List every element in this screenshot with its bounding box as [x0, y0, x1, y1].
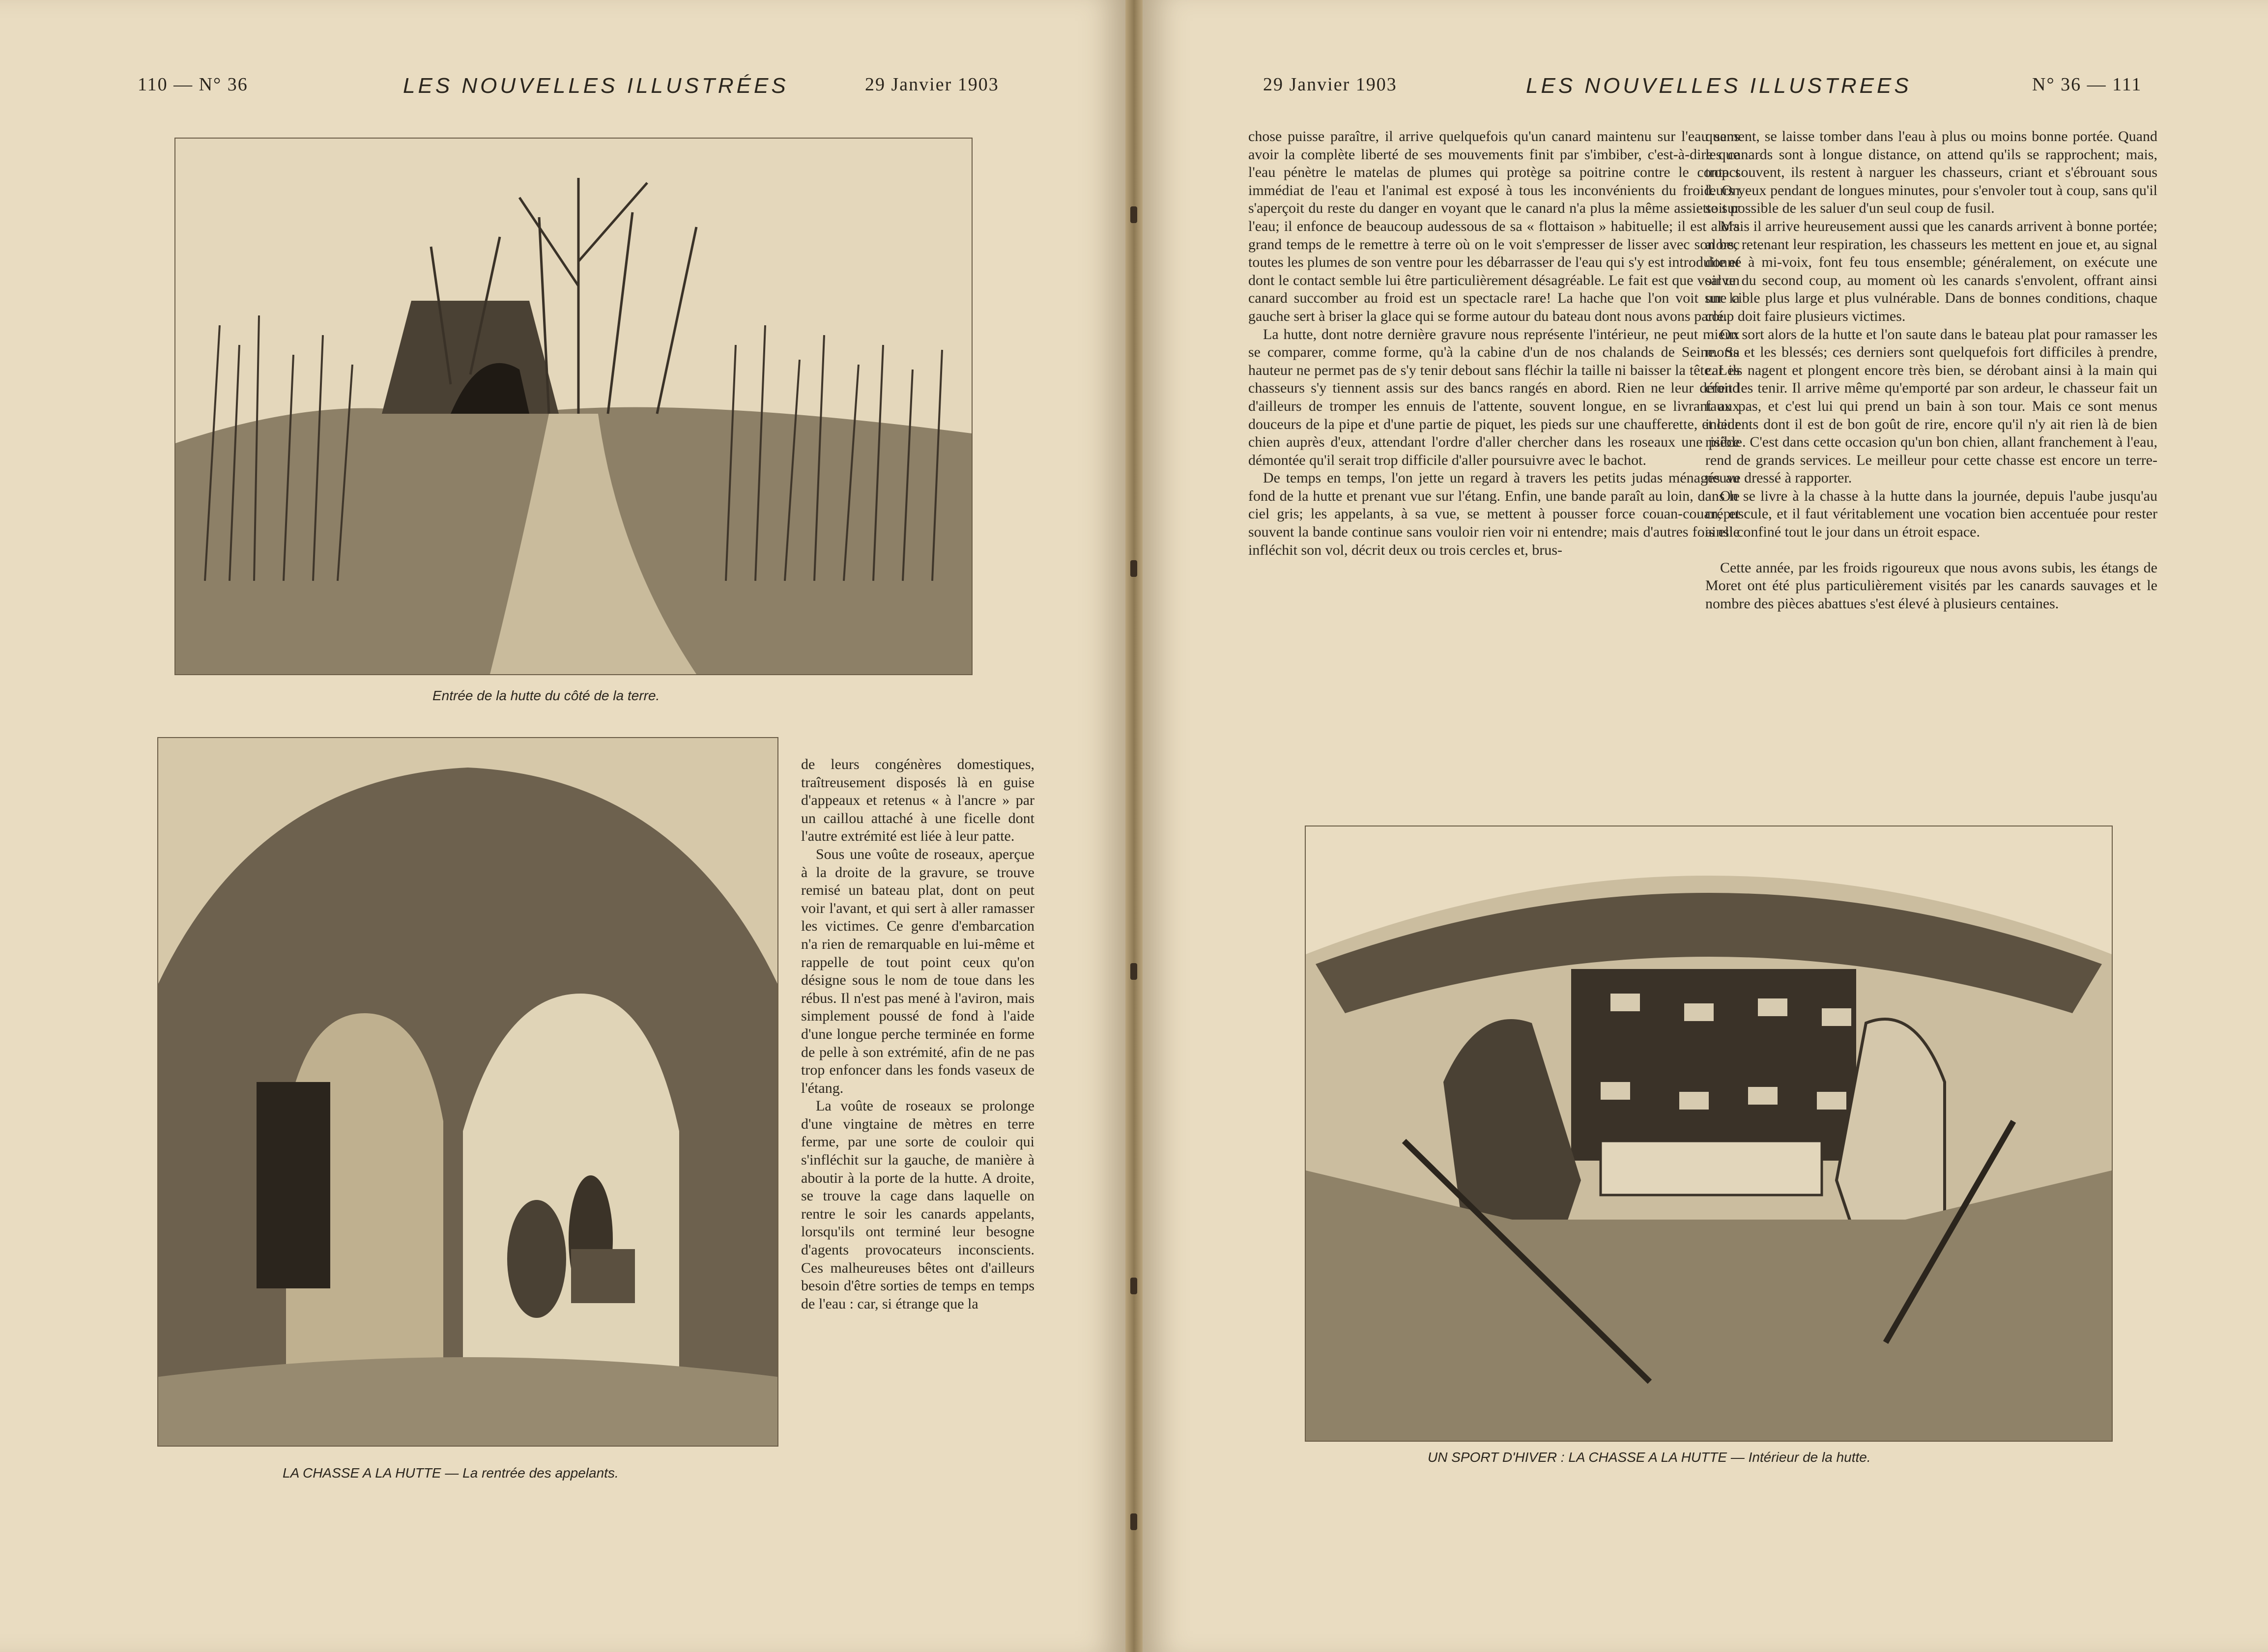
- decoy-return-caption-sub: — La rentrée des appelants.: [445, 1465, 619, 1481]
- left-page: [0, 0, 1125, 1652]
- hut-entrance-engraving: [174, 138, 973, 675]
- hut-interior-caption-main: UN SPORT D'HIVER : LA CHASSE A LA HUTTE: [1428, 1450, 1727, 1465]
- hut-interior-caption: [1428, 1450, 1871, 1465]
- left-date: 29 Janvier 1903: [865, 74, 999, 95]
- right-folio: N° 36 — 111: [2032, 74, 2142, 95]
- hut-interior-drawing: [1306, 826, 2112, 1441]
- decoy-return-drawing: [158, 738, 777, 1446]
- binding-stitch: [1130, 206, 1137, 223]
- binding-stitch: [1130, 963, 1137, 980]
- left-journal-title: LES NOUVELLES ILLUSTRÉES: [403, 74, 789, 98]
- right-col2-paragraph: On sort alors de la hutte et l'on saute dans le bateau plat pour ramasser les morts et les blessés; ces derniers sont quelquefois fort difficiles à prendre, car ils nagent et plongent encore très bien, se dérobant ainsi à la main qui croit les tenir. Il arrive même qu'emporté par son ardeur, le chasseur fait un faux pas, et c'est lui qui prend un bain à son tour. Mais ce sont menus incidents dont il est de bon goût de rire, encore qu'il n'y ait rien là de bien risible. C'est dans cette occasion qu'un bon chien, allant franchement à l'eau, rend de grands services. Le meilleur pour cette chasse est encore un terre-neuve dressé à rapporter.: [1705, 326, 2157, 486]
- binding-stitch: [1130, 1278, 1137, 1294]
- hut-entrance-caption: Entrée de la hutte du côté de la terre.: [432, 688, 660, 703]
- right-journal-title: LES NOUVELLES ILLUSTREES: [1526, 74, 1912, 98]
- decoy-return-caption-main: LA CHASSE A LA HUTTE: [283, 1465, 441, 1481]
- right-col1-paragraph: chose puisse paraître, il arrive quelquefois qu'un canard maintenu sur l'eau sans avoir la complète liberté de ses mouvements finit par s'imbiber, c'est-à-dire que l'eau pénètre le matelas de plumes qui protège sa poitrine contre le contact immédiat de l'eau et l'animal est exposé à tous les inconvénients du froid. On s'aperçoit du reste du danger en voyant que le canard n'a plus la même assiette sur l'eau; il enfonce de beaucoup audessous de sa « flottaison » habituelle; il est alors grand temps de le remettre à terre où on le voit s'empresser de lisser avec son bec toutes les plumes de son ventre pour les débarrasser de l'eau qui s'y est introduite et dont le contact semble lui être particulièrement désagréable. Le fait est que voir un canard succomber au froid est un spectacle rare! La hache que l'on voit sur la gauche sert à briser la glace qui se forme autour du bateau dont nous avons parlé.: [1248, 128, 1740, 324]
- left-paragraph: La voûte de roseaux se prolonge d'une vingtaine de mètres en terre ferme, par une sorte de couloir qui s'infléchit sur la gauche, de manière à aboutir à la porte de la hutte. A droite, se trouve la cage dans laquelle on rentre le soir les canards appelants, lorsqu'ils ont terminé leur besogne d'agents provocateurs inconscients. Ces malheureuses bêtes ont d'ailleurs besoin d'être sorties de temps en temps de l'eau : car, si étrange que la: [801, 1098, 1034, 1312]
- right-col1-paragraph: De temps en temps, l'on jette un regard à travers les petits judas ménagés au fond de la hutte et prenant vue sur l'étang. Enfin, une bande paraît au loin, dans le ciel gris; les appelants, à sa vue, se mettent à pousser force couan-couan, et souvent la bande continue sans vouloir rien voir ni entendre; mais d'autres fois elle infléchit son vol, décrit deux ou trois cercles et, brus-: [1248, 470, 1740, 558]
- right-col2-paragraph: On se livre à la chasse à la hutte dans la journée, depuis l'aube jusqu'au crépuscule, et il faut véritablement une vocation bien accentuée pour rester ainsi confiné tout le jour dans un étroit espace.: [1705, 487, 2157, 541]
- left-text-column: [801, 756, 1034, 1313]
- left-paragraph: Sous une voûte de roseaux, aperçue à la droite de la gravure, se trouve remisé un bateau plat, dont on peut voir l'avant, et qui sert à aller ramasser les victimes. Ce genre d'embarcation n'a rien de remarquable en lui-même et rappelle de tout point ceux qu'on désigne sous le nom de toue dans les rébus. Il n'est pas mené à l'aviron, mais simplement poussé de fond à l'aide d'une longue perche terminée en forme de pelle à son extrémité, afin de ne pas trop enfoncer dans les fonds vaseux de l'étang.: [801, 846, 1034, 1096]
- book-gutter: [1125, 0, 1143, 1652]
- right-page: [1143, 0, 2268, 1652]
- binding-stitch: [1130, 1513, 1137, 1530]
- left-folio: 110 — N° 36: [138, 74, 248, 95]
- right-text-column-2: [1705, 128, 2157, 613]
- right-col2-paragraph: Mais il arrive heureusement aussi que les canards arrivent à bonne portée; alors, retenant leur respiration, les chasseurs les mettent en joue et, au signal donné à mi-voix, font feu tous ensemble; généralement, on exécute une salve du second coup, au moment où les canards s'envolent, offrant ainsi une cible plus large et plus vulnérable. Dans de bonnes conditions, chaque coup doit faire plusieurs victimes.: [1705, 218, 2157, 324]
- right-col2-paragraph: quement, se laisse tomber dans l'eau à plus ou moins bonne portée. Quand les canards sont à longue distance, on attend qu'ils se rapprochent; mais, trop souvent, ils restent à narguer les chasseurs, criant et s'ébrouant sous leurs yeux pendant de longues minutes, pour s'envoler tout à coup, sans qu'il soit possible de les saluer d'un seul coup de fusil.: [1705, 128, 2157, 217]
- hut-entrance-drawing: [175, 139, 972, 674]
- hut-interior-caption-sub: — Intérieur de la hutte.: [1730, 1450, 1871, 1465]
- right-col1-paragraph: La hutte, dont notre dernière gravure nous représente l'intérieur, ne peut mieux se comparer, comme forme, qu'à la cabine d'un de nos chalands de Seine. Sa hauteur ne permet pas de s'y tenir debout sans fléchir la taille ni baisser la tête. Les chasseurs s'y tiennent assis sur des bancs rangés en abord. Rien ne leur défend d'ailleurs de tromper les ennuis de l'attente, souvent longue, en se livrant aux douceurs de la pipe et d'une partie de piquet, les pieds sur une chaufferette, et leur chien auprès d'eux, attendant l'ordre d'aller chercher dans les roseaux une pièce démontée qu'il serait trop difficile d'aller poursuivre avec le bachot.: [1248, 326, 1740, 468]
- left-paragraph: de leurs congénères domestiques, traîtreusement disposés là en guise d'appeaux et retenus « à l'ancre » par un caillou attaché à une ficelle dont l'autre extrémité est liée à leur patte.: [801, 756, 1034, 845]
- binding-stitch: [1130, 560, 1137, 577]
- hut-interior-engraving: [1305, 826, 2113, 1442]
- decoy-return-engraving: [157, 737, 778, 1447]
- right-date: 29 Janvier 1903: [1263, 74, 1397, 95]
- right-col2-paragraph: Cette année, par les froids rigoureux que nous avons subis, les étangs de Moret ont été plus particulièrement visités par les canards sauvages et le nombre des pièces abattues s'est élevé à plusieurs centaines.: [1705, 559, 2157, 612]
- decoy-return-caption: [283, 1465, 619, 1481]
- right-text-column-1: [1248, 128, 1740, 559]
